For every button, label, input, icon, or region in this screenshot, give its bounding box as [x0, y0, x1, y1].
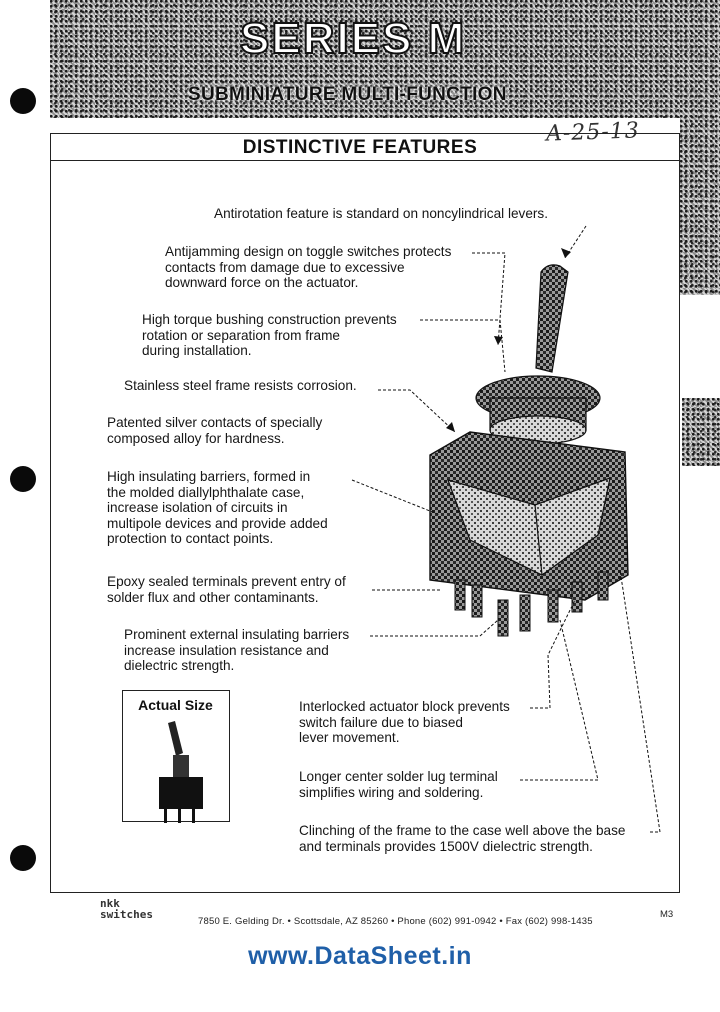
edge-shading-middle [682, 398, 720, 466]
feature-stainless-frame: Stainless steel frame resists corrosion. [124, 378, 357, 393]
title-divider [50, 160, 680, 161]
company-logo: nkk switches [100, 897, 153, 921]
feature-antijamming: Antijamming design on toggle switches protects contacts from damage due to excessive downward force on the actuator. [165, 244, 452, 291]
feature-frame-clinching: Clinching of the frame to the case well above the base and terminals provides 1500V dielectric strength. [299, 823, 626, 854]
section-title: DISTINCTIVE FEATURES [242, 137, 478, 158]
page-code: M3 [660, 909, 674, 920]
feature-center-solder-lug: Longer center solder lug terminal simplifies wiring and soldering. [299, 769, 498, 800]
actual-size-switch-icon [123, 713, 228, 823]
series-title: SERIES M [240, 14, 467, 63]
feature-interlocked-actuator: Interlocked actuator block prevents switch failure due to biased lever movement. [299, 699, 510, 746]
punch-hole-middle [10, 466, 36, 492]
series-subtitle: SUBMINIATURE MULTI-FUNCTION [188, 84, 507, 105]
punch-hole-bottom [10, 845, 36, 871]
watermark-link[interactable]: www.DataSheet.in [248, 942, 472, 970]
handwritten-note: A-25-13 [545, 118, 641, 147]
actual-size-label: Actual Size [138, 697, 213, 713]
feature-external-barriers: Prominent external insulating barriers increase insulation resistance and dielectric strength. [124, 627, 350, 674]
feature-silver-contacts: Patented silver contacts of specially composed alloy for hardness. [107, 415, 323, 446]
actual-size-box [122, 690, 230, 822]
feature-epoxy-sealed: Epoxy sealed terminals prevent entry of solder flux and other contaminants. [107, 574, 346, 605]
footer-address: 7850 E. Gelding Dr. • Scottsdale, AZ 85260 • Phone (602) 991-0942 • Fax (602) 998-1435 [198, 916, 593, 927]
punch-hole-top [10, 88, 36, 114]
feature-antirotation: Antirotation feature is standard on noncylindrical levers. [214, 206, 548, 221]
feature-high-torque-bushing: High torque bushing construction prevents rotation or separation from frame during installation. [142, 312, 397, 359]
feature-insulating-barriers: High insulating barriers, formed in the molded diallylphthalate case, increase isolation of circuits in multipole devices and provide added protection to contact points. [107, 469, 328, 547]
